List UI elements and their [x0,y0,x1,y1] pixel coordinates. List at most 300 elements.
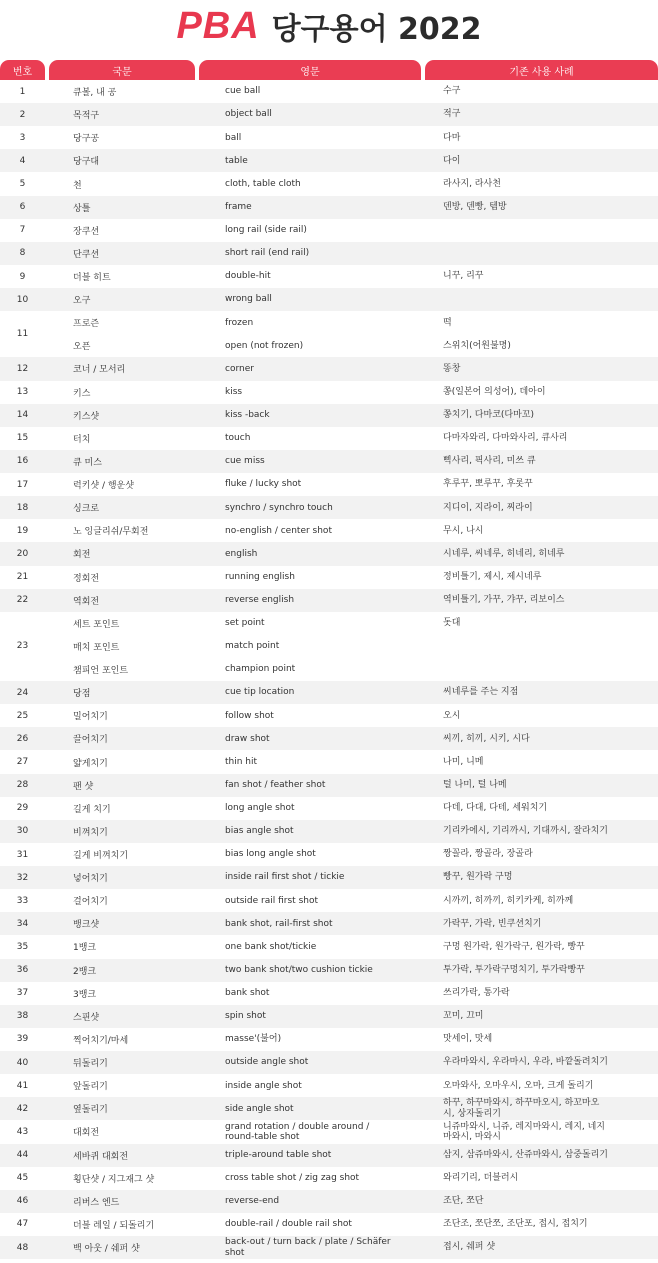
english-term-line: fan shot / feather shot [225,779,326,790]
existing-usage [443,503,533,513]
korean-term-cell [73,566,193,589]
english-term [225,1196,279,1206]
existing-usage-cell [443,381,623,404]
korean-term-line: 단쿠션 [73,249,100,260]
korean-term-line: 옆돌리기 [73,1105,108,1116]
existing-usage [443,757,484,767]
existing-usage-line: 맛세이, 맛세 [443,1034,493,1045]
existing-usage-cell [443,1097,623,1120]
existing-usage [443,179,501,189]
korean-term [73,108,99,121]
existing-usage: 돗대 [443,618,461,629]
english-term-line: cross table shot / zig zag shot [225,1173,360,1183]
english-term-cell [225,404,405,427]
existing-usage [443,1173,518,1183]
existing-usage [443,896,573,906]
table-row [0,727,658,750]
korean-term-line: 코너 / 모서리 [73,365,126,376]
english-term-line: double-hit [225,271,271,282]
korean-term-cell [73,727,193,750]
english-term-line: frame [225,201,252,212]
english-term [225,503,333,513]
existing-usage-line: 다마 [443,132,461,143]
existing-usage-cell [443,126,623,149]
korean-term-line: 걸어치기 [73,897,108,908]
existing-usage-line: 접시, 쉐퍼 샷 [443,1242,496,1253]
row-number: 19 [16,525,29,536]
existing-usage-line: 빵꾸, 원가락 구멍 [443,872,513,883]
english-term-cell [225,1190,405,1213]
table-row [0,566,658,589]
row-number: 4 [19,155,26,166]
existing-usage-line: 다데, 다대, 다테, 세워치기 [443,803,548,814]
korean-term-cell [73,750,193,773]
english-term [225,225,307,235]
korean-term-cell [73,797,193,820]
korean-term [73,571,99,584]
existing-usage [443,1011,484,1021]
row-number: 7 [19,225,26,236]
row-number: 23 [16,641,29,652]
korean-term-line: 당구공 [73,134,100,145]
row-number: 29 [16,803,29,814]
existing-usage-line: 덴방, 덴빵, 템방 [443,201,507,212]
korean-term [73,432,90,445]
korean-term-line: 1뱅크 [73,943,97,954]
existing-usage-cell [443,265,623,288]
korean-term-cell [73,589,193,612]
english-term [225,202,252,212]
row-number: 24 [16,687,29,698]
korean-term-line: 팬 샷 [73,781,94,792]
english-term [225,271,271,281]
korean-term-line: 큐볼, 내 공 [73,88,117,99]
english-term [225,294,272,304]
table-row [0,1028,658,1051]
korean-term-cell [73,1074,193,1097]
row-number: 16 [16,456,29,467]
english-term-cell [225,542,405,565]
korean-term [73,964,96,977]
row-number: 5 [19,179,26,190]
table-row [0,357,658,380]
english-term: open (not frozen) [225,340,304,351]
english-term-line: masse'(불어) [225,1034,282,1045]
row-number: 8 [19,248,26,259]
table-row [0,1236,658,1259]
existing-usage-cell [443,959,623,982]
korean-term [73,362,125,375]
existing-usage-line: 우라마와시, 우라마시, 우라, 바깥돌려치기 [443,1057,608,1068]
korean-term-cell [73,935,193,958]
existing-usage [443,988,510,998]
korean-term [73,1218,154,1231]
english-term [225,133,241,143]
row-number: 38 [16,1011,29,1022]
existing-usage [443,1219,588,1229]
english-term-line: no-english / center shot [225,525,332,536]
english-term [225,364,254,374]
korean-term-cell [73,1167,193,1190]
korean-term-cell [73,1005,193,1028]
english-term-cell [225,727,405,750]
existing-usage [443,364,460,374]
existing-usage-cell [443,612,623,681]
english-term [225,1173,359,1183]
existing-usage-line: 와리기리, 더블러시 [443,1173,519,1183]
english-term [225,456,265,466]
row-number: 14 [16,410,29,421]
table-row [0,1167,658,1190]
english-term [225,1219,352,1229]
english-term-cell [225,427,405,450]
korean-term-line: 키스 [73,388,91,399]
english-term-line: ball [225,132,242,143]
korean-term-cell [73,126,193,149]
english-term-line: long rail (side rail) [225,225,307,236]
existing-usage-cell [443,219,623,242]
english-term [225,479,301,489]
korean-term-cell [73,820,193,843]
existing-usage-line: 꼬미, 끄미 [443,1011,484,1022]
row-number: 18 [16,502,29,513]
korean-term [73,756,108,769]
table-row [0,404,658,427]
english-term-cell [225,126,405,149]
row-number: 42 [16,1103,29,1114]
existing-usage-cell [443,242,623,265]
existing-usage-cell [443,1144,623,1167]
korean-term [73,917,99,930]
korean-term-cell [73,912,193,935]
english-term-line: draw shot [225,733,270,744]
existing-usage-cell [443,288,623,311]
korean-term [73,894,108,907]
table-row [0,172,658,195]
english-term-line: running english [225,571,295,582]
table-row [0,427,658,450]
english-term: set point [225,618,265,629]
table-row [0,612,658,681]
existing-usage-line: 씨끼, 히끼, 시키, 시다 [443,733,530,744]
table-row [0,149,658,172]
english-term [225,687,294,697]
existing-usage-cell [443,1005,623,1028]
table-row [0,473,658,496]
header-korean: 국문 [49,60,195,80]
korean-term-cell [73,288,193,311]
english-term-cell [225,149,405,172]
korean-term-cell [73,357,193,380]
existing-usage-line: 똥창 [443,363,461,374]
row-number: 20 [16,548,29,559]
korean-term [73,178,82,191]
english-term-line: synchro / synchro touch [225,502,333,513]
existing-usage [443,572,541,582]
existing-usage-cell [443,935,623,958]
table-row [0,774,658,797]
table-row [0,959,658,982]
table-row [0,288,658,311]
korean-term-line: 싱크로 [73,504,100,515]
english-term: match point [225,641,280,652]
korean-term-cell [73,1051,193,1074]
english-term-cell [225,450,405,473]
english-term-cell [225,820,405,843]
korean-term [73,201,90,214]
english-term-line: shot [225,1247,245,1258]
existing-usage [443,526,484,536]
english-term-line: kiss -back [225,410,270,421]
existing-usage-cell [443,450,623,473]
english-term-line: cue tip location [225,687,295,698]
korean-term-line: 터치 [73,434,91,445]
korean-term-line: 뒤돌리기 [73,1059,108,1070]
english-term-cell [225,1005,405,1028]
existing-usage [443,734,530,744]
english-term-cell [225,288,405,311]
korean-term-cell [73,1120,193,1143]
header-english: 영문 [199,60,421,80]
existing-usage-line: 시, 상자돌리기 [443,1108,501,1119]
existing-usage [443,271,484,281]
english-term-cell [225,80,405,103]
existing-usage-line: 가락꾸, 가락, 빈쿠션치기 [443,918,542,929]
table-row [0,889,658,912]
english-term-line: reverse-end [225,1196,280,1207]
existing-usage [443,942,585,952]
table-row [0,681,658,704]
korean-term-line: 상틀 [73,203,91,214]
row-number: 12 [16,363,29,374]
row-number: 32 [16,872,29,883]
korean-term-line: 당점 [73,689,91,700]
row-number: 17 [16,479,29,490]
row-number: 39 [16,1034,29,1045]
english-term-cell [225,959,405,982]
korean-term [73,1033,128,1046]
english-term-line: bank shot, rail-first shot [225,918,333,929]
existing-usage-cell [443,889,623,912]
existing-usage-line: 쓰리가락, 통가락 [443,988,510,999]
table-row [0,265,658,288]
korean-term [73,871,108,884]
existing-usage-cell [443,982,623,1005]
existing-usage [443,849,533,859]
english-term [225,410,270,420]
english-term-line: outside rail first shot [225,895,318,906]
english-term-cell [225,589,405,612]
korean-term-line: 넣어치기 [73,874,108,885]
existing-usage-cell [443,427,623,450]
table-row [0,982,658,1005]
english-term-cell [225,1144,405,1167]
existing-usage-cell [443,149,623,172]
english-term [225,1150,331,1160]
existing-usage-cell [443,797,623,820]
existing-usage-cell [443,473,623,496]
english-term-cell [225,935,405,958]
english-term [225,780,325,790]
korean-term [73,709,108,722]
english-term [225,988,269,998]
english-term-line: bias long angle shot [225,849,316,860]
korean-term [73,1172,154,1185]
korean-term-cell [73,542,193,565]
english-term-line: table [225,155,248,166]
english-term-line: long angle shot [225,803,295,814]
existing-usage-line: 니꾸, 리꾸 [443,271,484,282]
existing-usage-line: 지디이, 지라이, 찌라이 [443,502,533,513]
english-term [225,109,272,119]
row-number: 31 [16,849,29,860]
existing-usage-line: 씨네루를 주는 지점 [443,687,519,698]
english-term-line: one bank shot/tickie [225,941,317,952]
table-row [0,1144,658,1167]
row-number: 45 [16,1173,29,1184]
english-term-cell [225,265,405,288]
existing-usage-cell [443,196,623,219]
existing-usage [443,387,546,397]
existing-usage-line: 라사지, 라사천 [443,178,501,189]
korean-term-cell [73,265,193,288]
korean-term [73,478,134,491]
korean-term [73,1010,99,1023]
english-term-cell [225,219,405,242]
korean-term-cell [73,427,193,450]
english-term-line: fluke / lucky shot [225,479,302,490]
table-row [0,126,658,149]
korean-term-line: 밀어치기 [73,712,108,723]
table-row [0,1190,658,1213]
korean-term-cell [73,311,193,357]
row-number: 46 [16,1196,29,1207]
existing-usage [443,1057,608,1067]
existing-usage-line: 수구 [443,86,461,97]
english-term-line: short rail (end rail) [225,248,310,259]
korean-term-line: 백 아웃 / 쉐퍼 샷 [73,1244,140,1255]
table-row [0,450,658,473]
existing-usage [443,156,460,166]
existing-usage-line: 조단조, 쪼단쪼, 조단포, 접시, 접치기 [443,1219,588,1230]
existing-usage-line: 마와시, 마와시 [443,1131,501,1142]
english-term [225,734,270,744]
row-number: 26 [16,733,29,744]
english-term-cell [225,357,405,380]
english-term-line: reverse english [225,595,295,605]
korean-term-line: 횡단샷 / 지그재그 샷 [73,1174,155,1185]
existing-usage: 스위치(어원불명) [443,340,511,351]
korean-term-line: 세바퀴 대회전 [73,1151,129,1162]
existing-usage [443,919,541,929]
english-term [225,156,248,166]
english-term-line: touch [225,433,251,444]
korean-term-cell [73,196,193,219]
existing-usage-line: 털 나미, 털 나메 [443,779,507,790]
row-number: 28 [16,780,29,791]
korean-term: 오픈 [73,342,91,353]
korean-term [73,270,111,283]
existing-usage-cell [443,681,623,704]
korean-term-cell [73,959,193,982]
korean-term [73,848,128,861]
english-term-cell [225,196,405,219]
korean-term-cell [73,103,193,126]
english-term-cell [225,1097,405,1120]
korean-term-line: 대회전 [73,1128,100,1139]
row-number: 11 [16,329,29,340]
existing-usage-cell [443,727,623,750]
existing-usage-cell [443,1190,623,1213]
table-row [0,797,658,820]
korean-term-line: 럭키샷 / 행운샷 [73,481,134,492]
existing-usage [443,1081,593,1091]
korean-term-cell [73,612,193,681]
korean-term [73,1056,108,1069]
korean-term [73,802,111,815]
korean-term-cell [73,496,193,519]
existing-usage-line: 후루꾸, 뽀루꾸, 후롯꾸 [443,479,533,490]
english-term-cell [225,1236,405,1259]
existing-usage [443,1150,608,1160]
row-number: 2 [19,109,26,120]
korean-term-line: 큐 미스 [73,457,102,468]
korean-term [73,686,90,699]
english-term-line: cue miss [225,456,265,467]
existing-usage-cell [443,172,623,195]
existing-usage-cell [443,1213,623,1236]
korean-term-line: 얇게치기 [73,758,108,769]
table-row [0,820,658,843]
table-row [0,103,658,126]
existing-usage-cell [443,843,623,866]
table-row [0,219,658,242]
english-term-cell [225,1120,405,1143]
row-number: 22 [16,595,29,606]
existing-usage-cell [443,103,623,126]
table-row [0,311,658,357]
existing-usage-line: 오시 [443,710,461,721]
english-term [225,387,242,397]
english-term-line: bias angle shot [225,826,294,837]
english-term-cell [225,612,405,681]
english-term-cell [225,103,405,126]
existing-usage [443,133,460,143]
english-term [225,942,316,952]
page-title-text: 당구용어 2022 [271,12,482,47]
korean-term [73,940,96,953]
english-term-line: outside angle shot [225,1057,309,1068]
existing-usage [443,826,608,836]
table-row [0,196,658,219]
existing-usage [443,658,623,681]
english-term [225,872,344,882]
existing-usage-cell [443,357,623,380]
english-term-cell [225,797,405,820]
korean-term-line: 뱅크샷 [73,920,100,931]
korean-term-line: 2뱅크 [73,966,97,977]
existing-usage-line: 쫑(일본어 의성어), 데아이 [443,386,546,397]
table-row [0,1120,658,1143]
english-term-cell [225,473,405,496]
row-number: 3 [19,132,26,143]
english-term [225,757,257,767]
row-number: 47 [16,1219,29,1230]
english-term-line: follow shot [225,710,274,721]
english-term-cell [225,774,405,797]
existing-usage: 떡 [443,317,452,328]
pba-logo: PBA [176,4,260,47]
